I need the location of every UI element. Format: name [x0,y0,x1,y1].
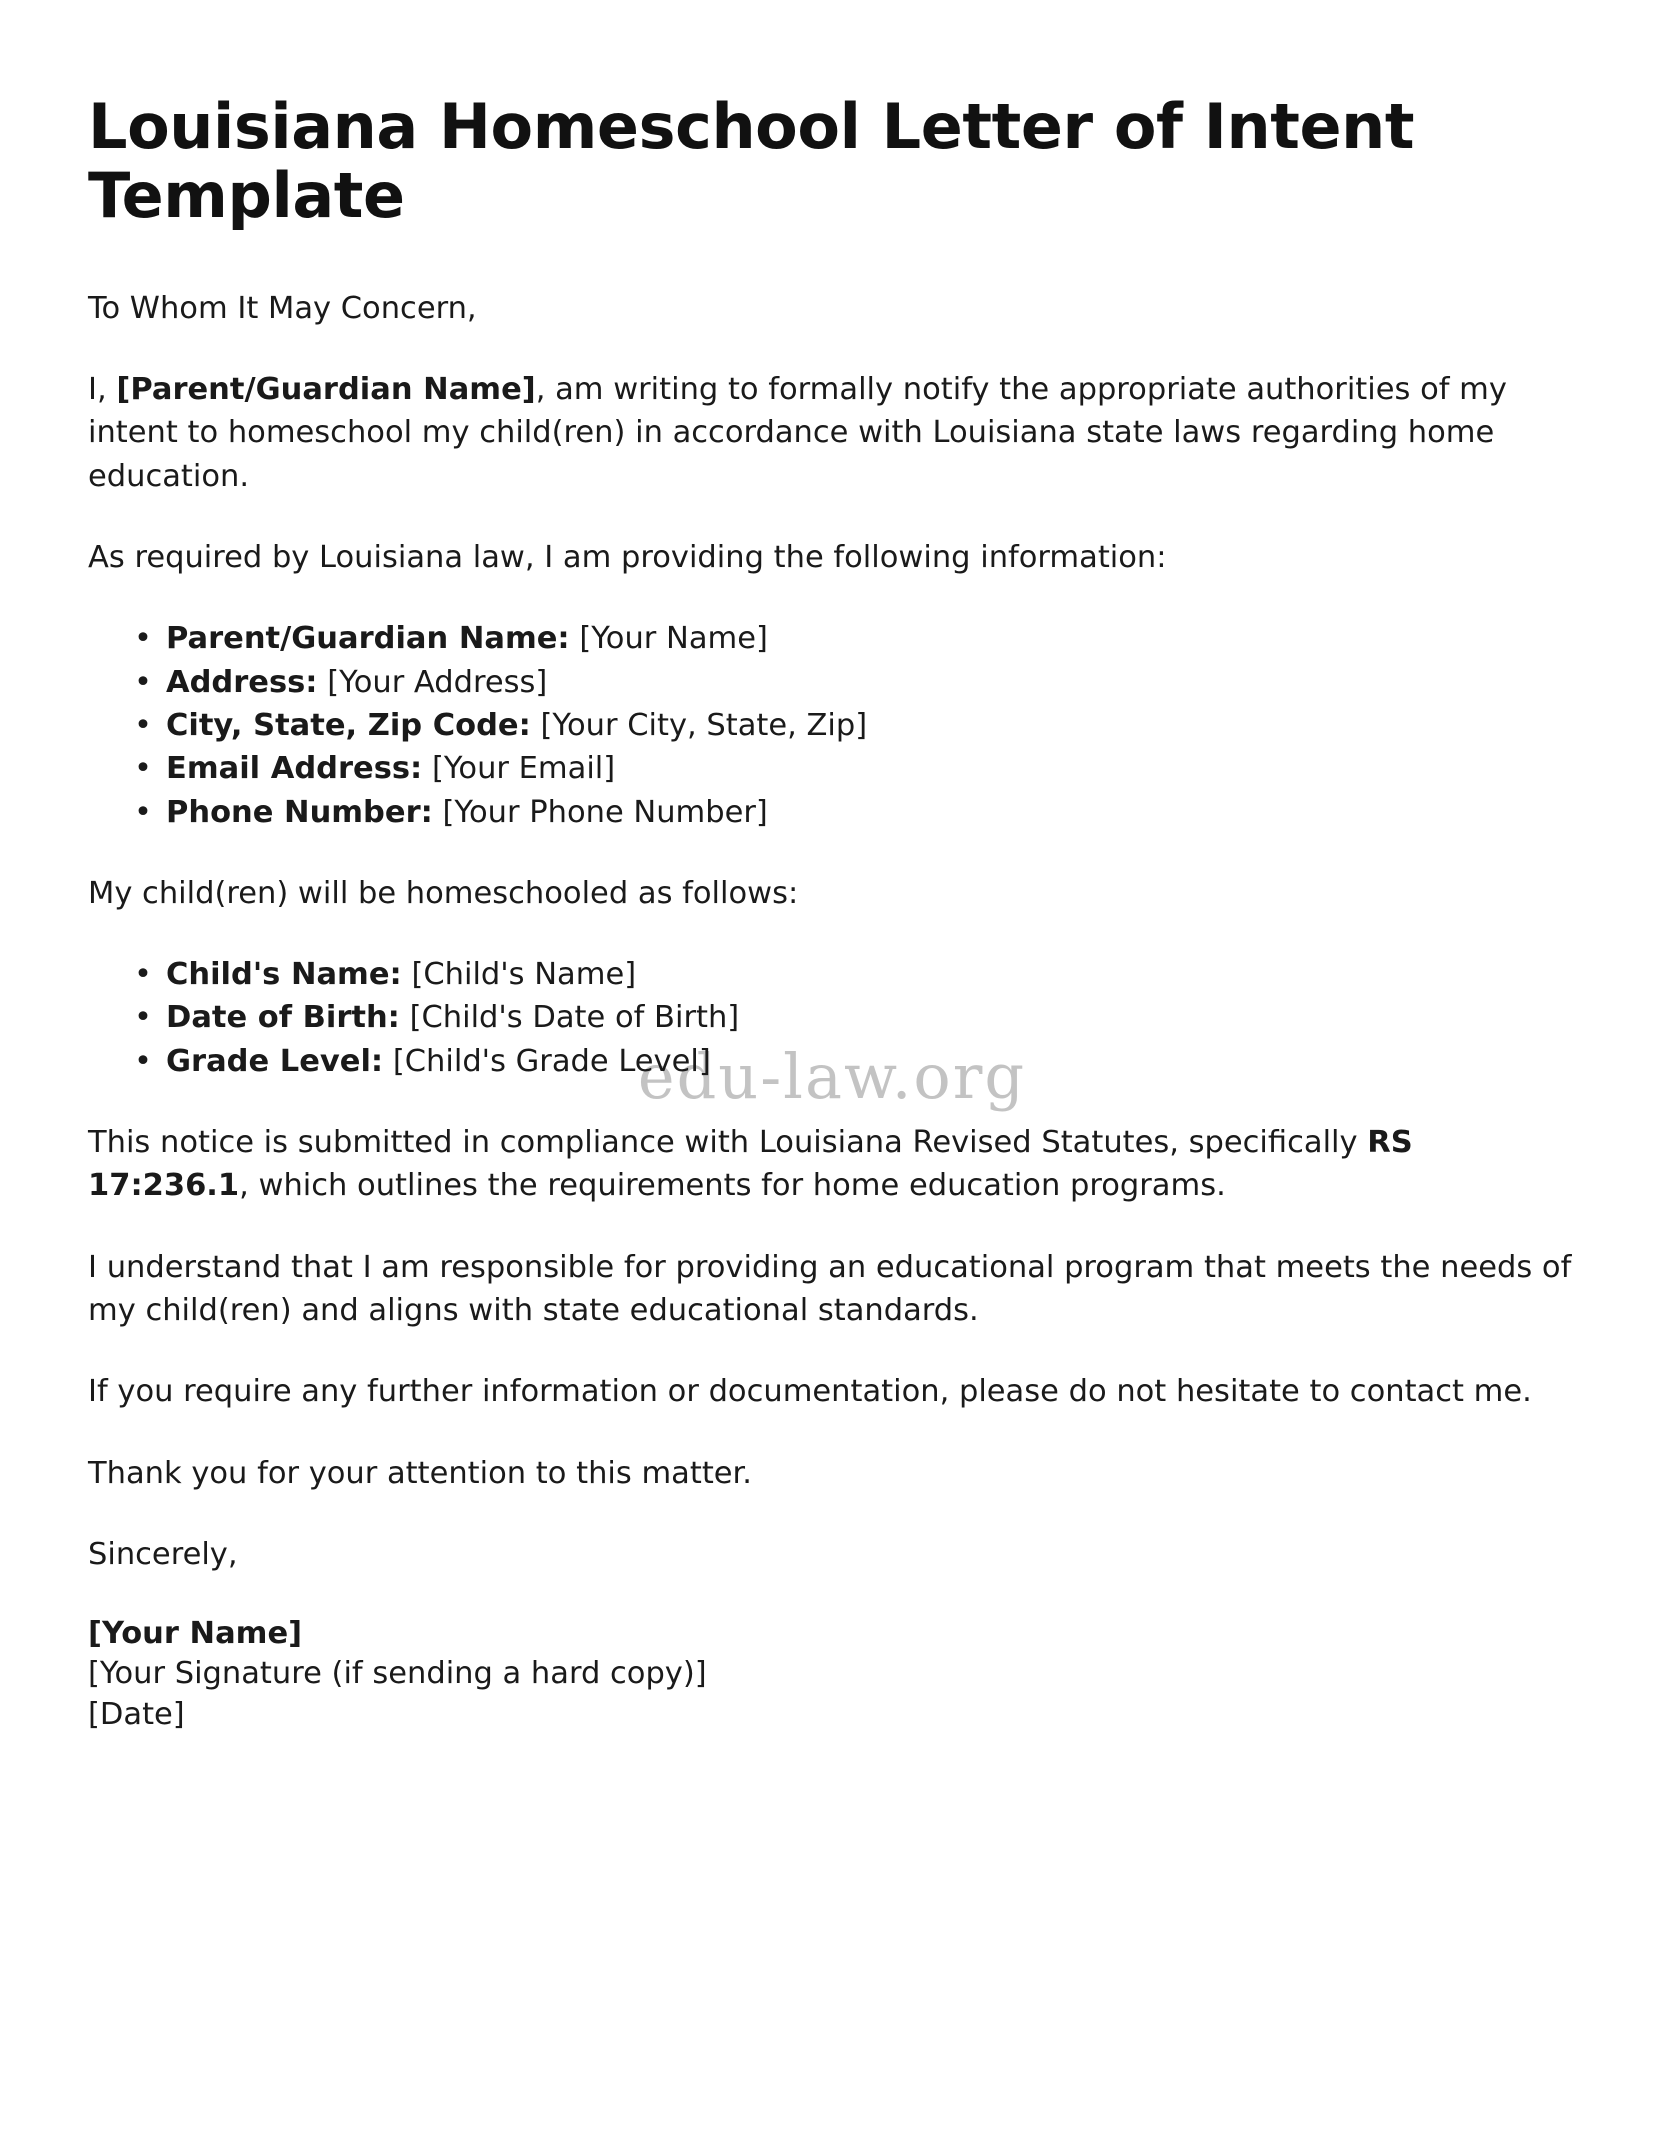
list-item-value: [Your City, State, Zip] [540,707,868,743]
document-body [88,92,1578,1735]
page-title: Louisiana Homeschool Letter of Intent Template [88,90,1415,233]
compliance-paragraph [88,1121,1578,1208]
list-item-label: Phone Number: [166,794,433,830]
list-item-value: [Child's Grade Level] [392,1043,711,1079]
signature-block [88,1614,1578,1735]
list-item-label: Grade Level: [166,1043,384,1079]
intro-suffix: , am writing to formally notify the appropriate authorities of my intent to homeschool my child(ren) in accordance with Louisiana state laws regarding home education. [88,372,1507,494]
list-item [166,1040,1578,1083]
compliance-statute: RS 17:236.1 [88,1125,1413,1204]
signature-name: [Your Name] [88,1616,303,1652]
list-item [166,704,1578,747]
list-item-label: Child's Name: [166,957,402,993]
child-info-intro: My child(ren) will be homeschooled as follows: [88,875,799,911]
list-item-value: [Child's Name] [411,957,637,993]
watermark: edu-law.org [637,1040,1027,1113]
parent-info-list [88,617,1578,833]
list-item-label: Date of Birth: [166,1000,400,1036]
signature-line: [Your Signature (if sending a hard copy)] [88,1656,707,1692]
responsibility-paragraph: I understand that I am responsible for providing an educational program that meets the needs of my child(ren) and aligns with state educational standards. [88,1249,1572,1328]
further-info-paragraph: If you require any further information or documentation, please do not hesitate to contact me. [88,1374,1532,1410]
list-item-label: Email Address: [166,751,423,787]
required-info-intro: As required by Louisiana law, I am providing the following information: [88,540,1167,576]
thanks-paragraph: Thank you for your attention to this matter. [88,1455,752,1491]
list-item-value: [Child's Date of Birth] [409,1000,740,1036]
child-info-list [88,953,1578,1083]
list-item-value: [Your Phone Number] [442,794,768,830]
list-item [166,953,1578,996]
signature-date: [Date] [88,1696,185,1732]
list-item [166,791,1578,834]
list-item [166,661,1578,704]
list-item [166,996,1578,1039]
closing-paragraph: Sincerely, [88,1536,238,1572]
salutation: To Whom It May Concern, [88,290,477,326]
list-item-value: [Your Address] [327,664,548,700]
intro-prefix: I, [88,372,117,408]
compliance-prefix: This notice is submitted in compliance with Louisiana Revised Statutes, specifically [88,1125,1368,1161]
intro-bold-placeholder: [Parent/Guardian Name] [116,372,536,408]
list-item-value: [Your Email] [431,751,616,787]
list-item [166,617,1578,660]
intro-paragraph [88,368,1578,498]
list-item-value: [Your Name] [579,621,768,657]
list-item-label: City, State, Zip Code: [166,707,531,743]
list-item-label: Address: [166,664,318,700]
compliance-suffix: , which outlines the requirements for home education programs. [239,1168,1226,1204]
list-item-label: Parent/Guardian Name: [166,621,570,657]
list-item [166,747,1578,790]
